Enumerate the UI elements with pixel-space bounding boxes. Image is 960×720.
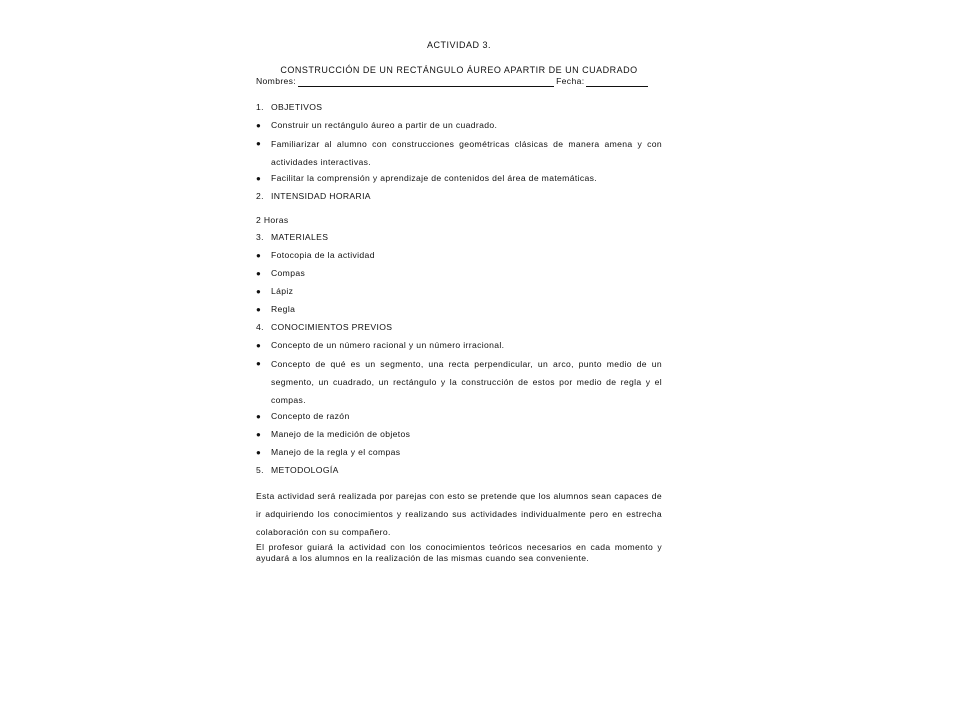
list-item: ● Concepto de un número racional y un número irracional. bbox=[256, 340, 505, 350]
section-heading-materiales bbox=[256, 232, 662, 243]
section-title: MATERIALES bbox=[271, 232, 329, 242]
methodology-paragraph: Esta actividad será realizada por parejas con esto se pretende que los alumnos sean capaces de ir adquiriendo los conocimientos y realizando sus actividades individualmente pero en estrecha colaboración con su compañero. bbox=[256, 491, 662, 537]
list-item: ● Lápiz bbox=[256, 286, 294, 296]
list-item: ● Familiarizar al alumno con construcciones geométricas clásicas de manera amena y con actividades interactivas. bbox=[256, 135, 662, 171]
section-heading-objetivos bbox=[256, 102, 662, 113]
names-label: Nombres: bbox=[256, 76, 297, 86]
section-title: OBJETIVOS bbox=[271, 102, 323, 112]
section-number: 1. bbox=[256, 102, 264, 112]
section-title: INTENSIDAD HORARIA bbox=[271, 191, 371, 201]
list-item: ● Concepto de qué es un segmento, una recta perpendicular, un arco, punto medio de un segmento, un cuadrado, un rectángulo y la construcción de estos por medio de regla y el compas. bbox=[256, 355, 662, 409]
section-number: 3. bbox=[256, 232, 264, 242]
list-item: ● Facilitar la comprensión y aprendizaje de contenidos del área de matemáticas. bbox=[256, 173, 597, 183]
bullet-icon: ● bbox=[256, 251, 262, 260]
document-subtitle: CONSTRUCCIÓN DE UN RECTÁNGULO ÁUREO APARTIR DE UN CUADRADO bbox=[280, 65, 638, 75]
section-number: 5. bbox=[256, 465, 264, 475]
bullet-icon: ● bbox=[256, 174, 262, 183]
document-page bbox=[256, 40, 662, 564]
bullet-icon: ● bbox=[256, 359, 262, 368]
bullet-icon: ● bbox=[256, 412, 262, 421]
list-item: ● Construir un rectángulo áureo a partir de un cuadrado. bbox=[256, 120, 498, 130]
bullet-icon: ● bbox=[256, 139, 262, 148]
bullet-icon: ● bbox=[256, 305, 262, 314]
list-item: ● Regla bbox=[256, 304, 296, 314]
bullet-icon: ● bbox=[256, 448, 262, 457]
section-title: CONOCIMIENTOS PREVIOS bbox=[271, 322, 393, 332]
bullet-icon: ● bbox=[256, 287, 262, 296]
names-date-row bbox=[256, 76, 662, 87]
list-item: ● Manejo de la medición de objetos bbox=[256, 429, 411, 439]
list-item: ● Compas bbox=[256, 268, 306, 278]
section-number: 4. bbox=[256, 322, 264, 332]
section-heading-intensidad bbox=[256, 191, 662, 202]
list-item: ● Fotocopia de la actividad bbox=[256, 250, 375, 260]
date-label: Fecha: bbox=[556, 76, 585, 86]
hours-text: 2 Horas bbox=[256, 215, 289, 225]
methodology-paragraph: El profesor guiará la actividad con los conocimientos teóricos necesarios en cada momento y ayudará a los alumnos en la realización de las mismas cuando sea conveniente. bbox=[256, 542, 662, 563]
bullet-icon: ● bbox=[256, 341, 262, 350]
list-item: ● Concepto de razón bbox=[256, 411, 350, 421]
section-heading-metodologia bbox=[256, 465, 662, 476]
list-item: ● Manejo de la regla y el compas bbox=[256, 447, 401, 457]
bullet-icon: ● bbox=[256, 121, 262, 130]
bullet-icon: ● bbox=[256, 269, 262, 278]
date-blank-line bbox=[586, 78, 648, 87]
section-title: METODOLOGÍA bbox=[271, 465, 339, 475]
section-number: 2. bbox=[256, 191, 264, 201]
section-heading-conocimientos bbox=[256, 322, 662, 333]
document-title: ACTIVIDAD 3. bbox=[426, 40, 491, 50]
names-blank-line bbox=[298, 78, 554, 87]
bullet-icon: ● bbox=[256, 430, 262, 439]
